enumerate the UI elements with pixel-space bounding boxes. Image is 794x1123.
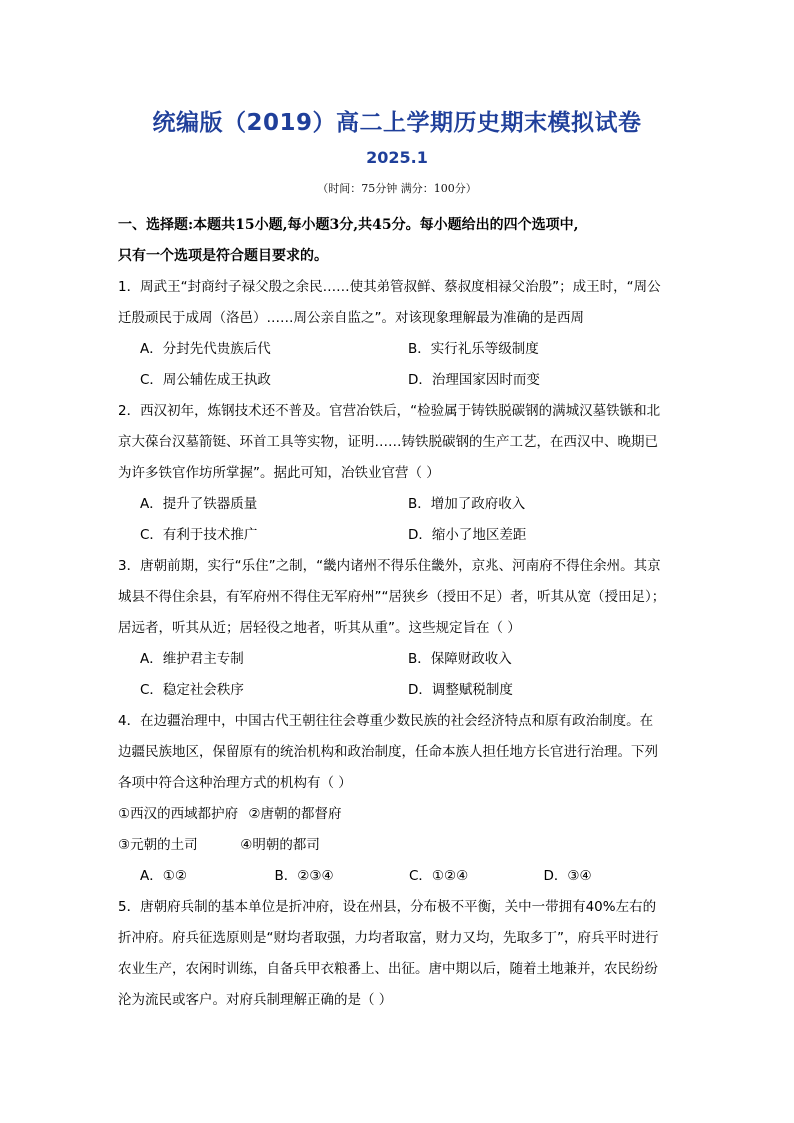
exam-meta: （时间：75分钟 满分：100分） xyxy=(317,182,477,195)
option-a: A．分封先代贵族后代 xyxy=(140,341,271,357)
question-line: 迁殷顽民于成周（洛邑）……周公亲自监之”。对该现象理解最为准确的是西周 xyxy=(118,310,584,326)
question-4 xyxy=(118,706,678,799)
question-5 xyxy=(118,892,678,1016)
option-d: D．调整赋税制度 xyxy=(408,682,513,698)
option-d: D．缩小了地区差距 xyxy=(408,527,527,543)
question-line: 3．唐朝前期，实行“乐住”之制，“畿内诸州不得乐住畿外，京兆、河南府不得住余州。其京 xyxy=(118,558,661,574)
question-line: 2．西汉初年，炼钢技术还不普及。官营冶铁后，“检验属于铸铁脱碳钢的满城汉墓铁镞和北 xyxy=(118,403,661,419)
question-4-options xyxy=(118,861,678,892)
option-c: C．周公辅佐成王执政 xyxy=(140,372,271,388)
option-b: B．增加了政府收入 xyxy=(408,496,526,512)
option-c: C．有利于技术推广 xyxy=(140,527,258,543)
question-2-options-row-1 xyxy=(118,489,678,520)
question-4-items-row-1 xyxy=(118,799,678,830)
question-line: 城县不得住余县，有军府州不得住无军府州”“居狭乡（授田不足）者，听其从宽（授田足）； xyxy=(118,589,666,605)
question-4-items-row-2 xyxy=(118,830,678,861)
question-1-options-row-1 xyxy=(118,334,678,365)
item-1: ①西汉的西域都护府 xyxy=(118,806,239,822)
question-1 xyxy=(118,272,678,334)
question-line: 5．唐朝府兵制的基本单位是折冲府，设在州县，分布极不平衡，关中一带拥有40%左右的 xyxy=(118,899,657,915)
question-3 xyxy=(118,551,678,644)
question-line: 各项中符合这种治理方式的机构有（ ） xyxy=(118,775,352,791)
question-2 xyxy=(118,396,678,489)
section-heading: 一、选择题:本题共15小题,每小题3分,共45分。每小题给出的四个选项中, 只有一个选项是符合题目要求的。 xyxy=(118,217,579,264)
question-3-options-row-2 xyxy=(118,675,678,706)
question-line: 京大葆台汉墓箭铤、环首工具等实物，证明……铸铁脱碳钢的生产工艺，在西汉中、晚期已 xyxy=(118,434,658,450)
item-4: ④明朝的都司 xyxy=(240,837,320,853)
option-a: A．①② xyxy=(140,868,187,884)
option-b: B．②③④ xyxy=(274,868,334,884)
option-d: D．③④ xyxy=(543,868,592,884)
question-1-options-row-2 xyxy=(118,365,678,396)
question-2-options-row-2 xyxy=(118,520,678,551)
option-c: C．①②④ xyxy=(409,868,469,884)
option-d: D．治理国家因时而变 xyxy=(408,372,540,388)
question-line: 边疆民族地区，保留原有的统治机构和政治制度，任命本族人担任地方长官进行治理。下列 xyxy=(118,744,658,760)
question-line: 折冲府。府兵征选原则是“财均者取强，力均者取富，财力又均，先取多丁”，府兵平时进行 xyxy=(118,930,659,946)
question-3-options-row-1 xyxy=(118,644,678,675)
item-3: ③元朝的土司 xyxy=(118,837,198,853)
question-line: 为许多铁官作坊所掌握”。据此可知，冶铁业官营（ ） xyxy=(118,465,440,481)
question-line: 沦为流民或客户。对府兵制理解正确的是（ ） xyxy=(118,992,393,1008)
option-c: C．稳定社会秩序 xyxy=(140,682,244,698)
exam-date: 2025.1 xyxy=(366,148,428,167)
option-a: A．提升了铁器质量 xyxy=(140,496,258,512)
item-2: ②唐朝的都督府 xyxy=(248,806,342,822)
question-line: 农业生产，农闲时训练，自备兵甲衣粮番上、出征。唐中期以后，随着土地兼并，农民纷纷 xyxy=(118,961,658,977)
option-b: B．保障财政收入 xyxy=(408,651,512,667)
question-line: 居远者，听其从近；居轻役之地者，听其从重”。这些规定旨在（ ） xyxy=(118,620,521,636)
exam-content xyxy=(118,210,678,1016)
question-line: 4．在边疆治理中，中国古代王朝往往会尊重少数民族的社会经济特点和原有政治制度。在 xyxy=(118,713,654,729)
question-line: 1．周武王“封商纣子禄父殷之余民……使其弟管叔鲜、蔡叔度相禄父治殷”；成王时，“周公 xyxy=(118,279,661,295)
option-b: B．实行礼乐等级制度 xyxy=(408,341,539,357)
exam-title: 统编版（2019）高二上学期历史期末模拟试卷 xyxy=(152,110,642,136)
option-a: A．维护君主专制 xyxy=(140,651,244,667)
